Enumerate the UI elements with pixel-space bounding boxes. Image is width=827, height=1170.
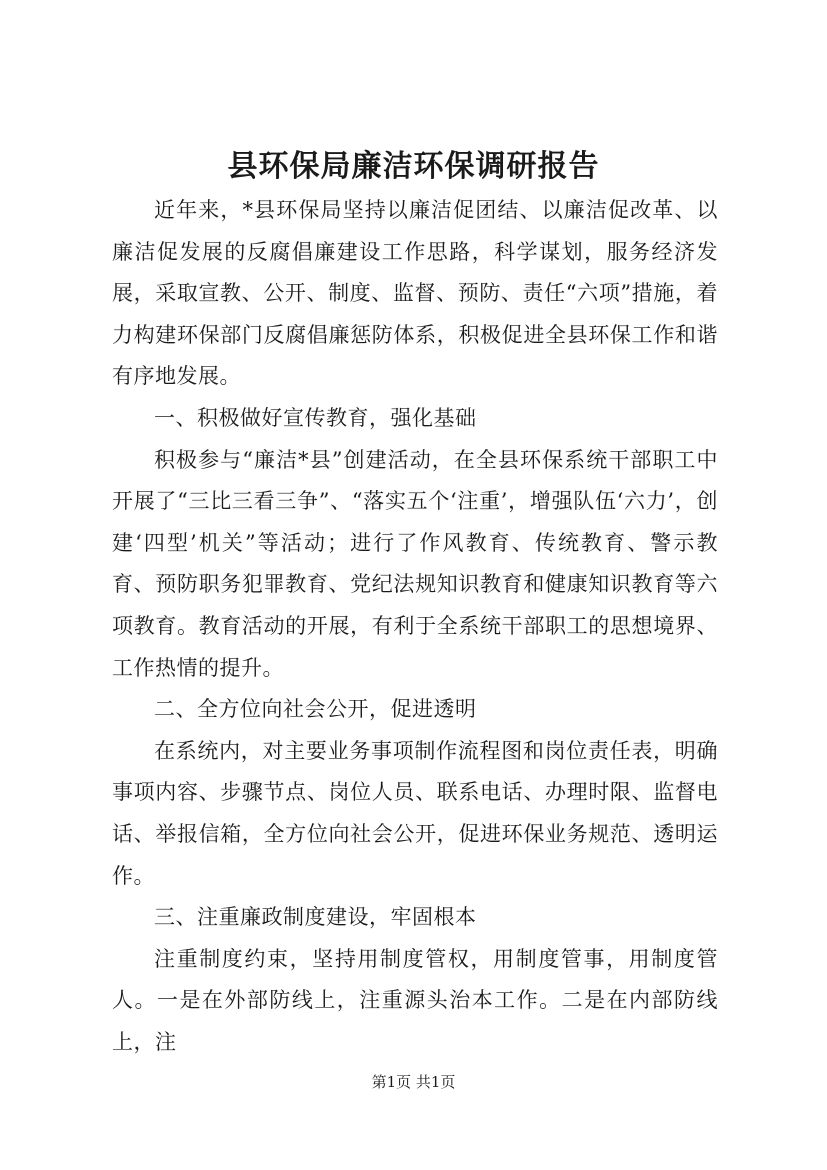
paragraph-intro: 近年来，*县环保局坚持以廉洁促团结、以廉洁促改革、以廉洁促发展的反腐倡廉建设工作思路，科学谋划，服务经济发展，采取宣教、公开、制度、监督、预防、责任“六项”措施，着力构建环保部门反腐倡廉惩防体系，积极促进全县环保工作和谐有序地发展。 bbox=[112, 198, 718, 389]
document-body bbox=[112, 190, 718, 1063]
paragraph-section-2: 在系统内，对主要业务事项制作流程图和岗位责任表，明确事项内容、步骤节点、岗位人员、联系电话、办理时限、监督电话、举报信箱，全方位向社会公开，促进环保业务规范、透明运作。 bbox=[112, 738, 718, 888]
paragraph-section-3: 注重制度约束，坚持用制度管权，用制度管事，用制度管人。一是在外部防线上，注重源头治本工作。二是在内部防线上，注 bbox=[112, 946, 718, 1054]
document-title: 县环保局廉洁环保调研报告 bbox=[227, 149, 600, 184]
page-footer: 第1页 共1页 bbox=[371, 1073, 456, 1091]
section-heading-1: 一、积极做好宣传教育，强化基础 bbox=[154, 405, 477, 430]
section-heading-2: 二、全方位向社会公开，促进透明 bbox=[154, 697, 477, 722]
section-heading-3: 三、注重廉政制度建设，牢固根本 bbox=[154, 905, 477, 930]
paragraph-section-1: 积极参与“廉洁*县”创建活动，在全县环保系统干部职工中开展了“三比三看三争”、“落实五个‘注重’，增强队伍‘六力’，创建‘四型’机关”等活动；进行了作风教育、传统教育、警示教育、预防职务犯罪教育、党纪法规知识教育和健康知识教育等六项教育。教育活动的开展，有利于全系统干部职工的思想境界、工作热情的提升。 bbox=[112, 447, 718, 680]
